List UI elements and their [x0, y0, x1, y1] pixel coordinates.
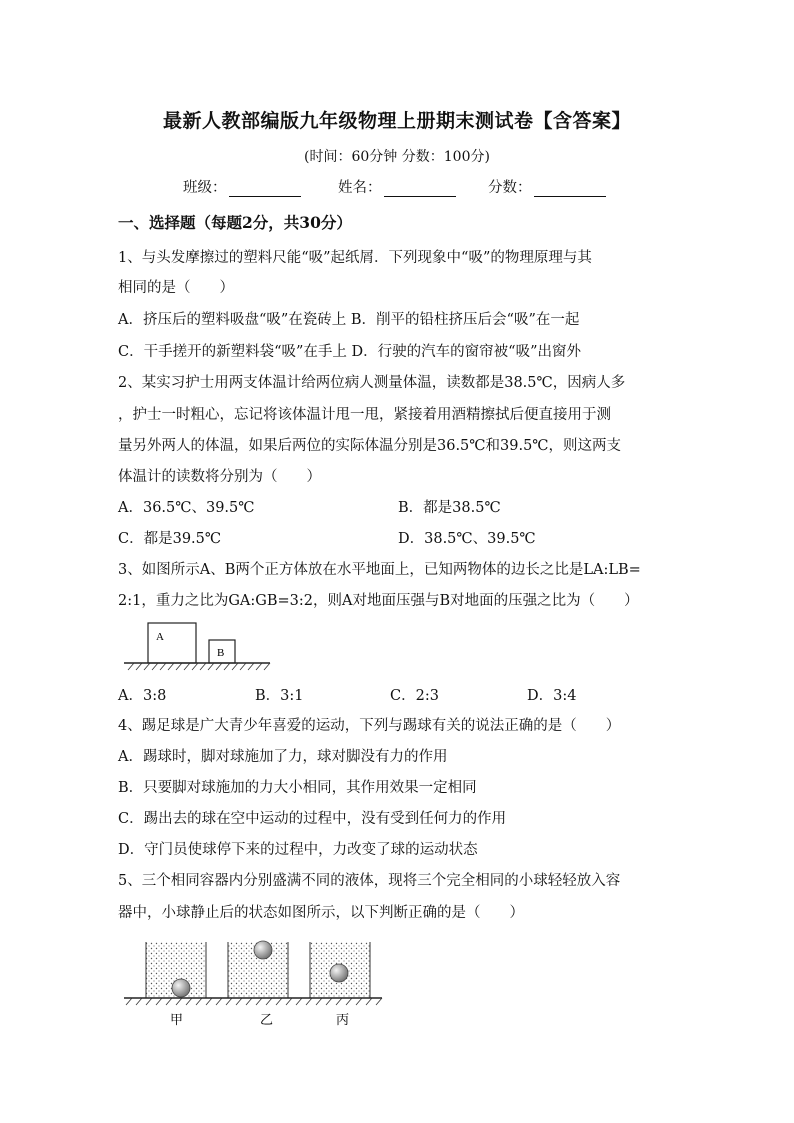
q4-option-b: B．只要脚对球施加的力大小相同，其作用效果一定相同 — [118, 780, 477, 796]
q1-options-cd: C．干手搓开的新塑料袋“吸”在手上 D．行驶的汽车的窗帘被“吸”出窗外 — [118, 344, 581, 360]
q5-line2: 器中，小球静止后的状态如图所示，以下判断正确的是（ ） — [118, 905, 524, 921]
q2-line3: 量另外两人的体温，如果后两位的实际体温分别是36.5℃和39.5℃，则这两支 — [118, 438, 622, 454]
block-a — [148, 623, 196, 663]
label-bing: 丙 — [336, 1013, 350, 1028]
q2-option-a: A．36.5℃、39.5℃ — [118, 500, 255, 516]
container-jia — [146, 942, 206, 998]
q3-figure — [118, 618, 278, 678]
q5-line1: 5、三个相同容器内分别盛满不同的液体，现将三个完全相同的小球轻轻放入容 — [118, 873, 621, 889]
q2-option-c: C．都是39.5℃ — [118, 531, 222, 547]
container-bing — [310, 942, 370, 998]
block-a-label: A — [156, 631, 164, 643]
q3-option-d: D．3:4 — [527, 688, 577, 704]
q2-line2: ，护士一时粗心，忘记将该体温计甩一甩，紧接着用酒精擦拭后便直接用于测 — [118, 407, 611, 423]
q2-line4: 体温计的读数将分别为（ ） — [118, 469, 321, 485]
score-label: 分数： — [488, 180, 532, 196]
section-title: 一、选择题（每题2分，共30分） — [118, 213, 352, 232]
exam-title: 最新人教部编版九年级物理上册期末测试卷【含答案】 — [162, 110, 631, 132]
q4-option-a: A．踢球时，脚对球施加了力，球对脚没有力的作用 — [118, 749, 448, 765]
ball-yi — [254, 941, 272, 959]
q1-line1: 1、与头发摩擦过的塑料尺能“吸”起纸屑．下列现象中“吸”的物理原理与其 — [118, 250, 592, 266]
q3-line1: 3、如图所示A、B两个正方体放在水平地面上，已知两物体的边长之比是LA:LB= — [118, 562, 641, 578]
q2-option-b: B．都是38.5℃ — [398, 500, 501, 516]
score-field — [488, 176, 606, 197]
q1-line2: 相同的是（ ） — [118, 280, 234, 296]
q3-line2: 2:1，重力之比为GA:GB=3:2，则A对地面压强与B对地面的压强之比为（ ） — [118, 593, 639, 609]
q3-option-b: B．3:1 — [255, 688, 304, 704]
class-label: 班级： — [183, 180, 227, 196]
class-field — [183, 176, 301, 197]
label-yi: 乙 — [260, 1013, 274, 1028]
name-field — [338, 176, 456, 197]
name-label: 姓名： — [338, 180, 382, 196]
name-blank — [384, 180, 456, 197]
exam-subtitle: (时间：60分钟 分数：100分) — [304, 149, 490, 165]
ground-hatching — [128, 663, 270, 670]
q4-option-d: D．守门员使球停下来的过程中，力改变了球的运动状态 — [118, 842, 478, 858]
q4-option-c: C．踢出去的球在空中运动的过程中，没有受到任何力的作用 — [118, 811, 507, 827]
q4-line1: 4、踢足球是广大青少年喜爱的运动，下列与踢球有关的说法正确的是（ ） — [118, 718, 621, 734]
q5-ground-hatching — [126, 998, 382, 1005]
q2-option-d: D．38.5℃、39.5℃ — [398, 531, 536, 547]
q1-options-ab: A．挤压后的塑料吸盘“吸”在瓷砖上 B．削平的铅柱挤压后会“吸”在一起 — [118, 312, 580, 328]
class-blank — [229, 180, 301, 197]
container-yi — [228, 941, 288, 998]
q5-figure — [120, 932, 390, 1030]
score-blank — [534, 180, 606, 197]
block-b-label: B — [217, 647, 225, 659]
ball-jia — [172, 979, 190, 997]
q3-option-c: C．2:3 — [390, 688, 439, 704]
q2-line1: 2、某实习护士用两支体温计给两位病人测量体温，读数都是38.5℃，因病人多 — [118, 375, 626, 391]
label-jia: 甲 — [170, 1013, 184, 1028]
q3-option-a: A．3:8 — [118, 688, 167, 704]
ball-bing — [330, 964, 348, 982]
